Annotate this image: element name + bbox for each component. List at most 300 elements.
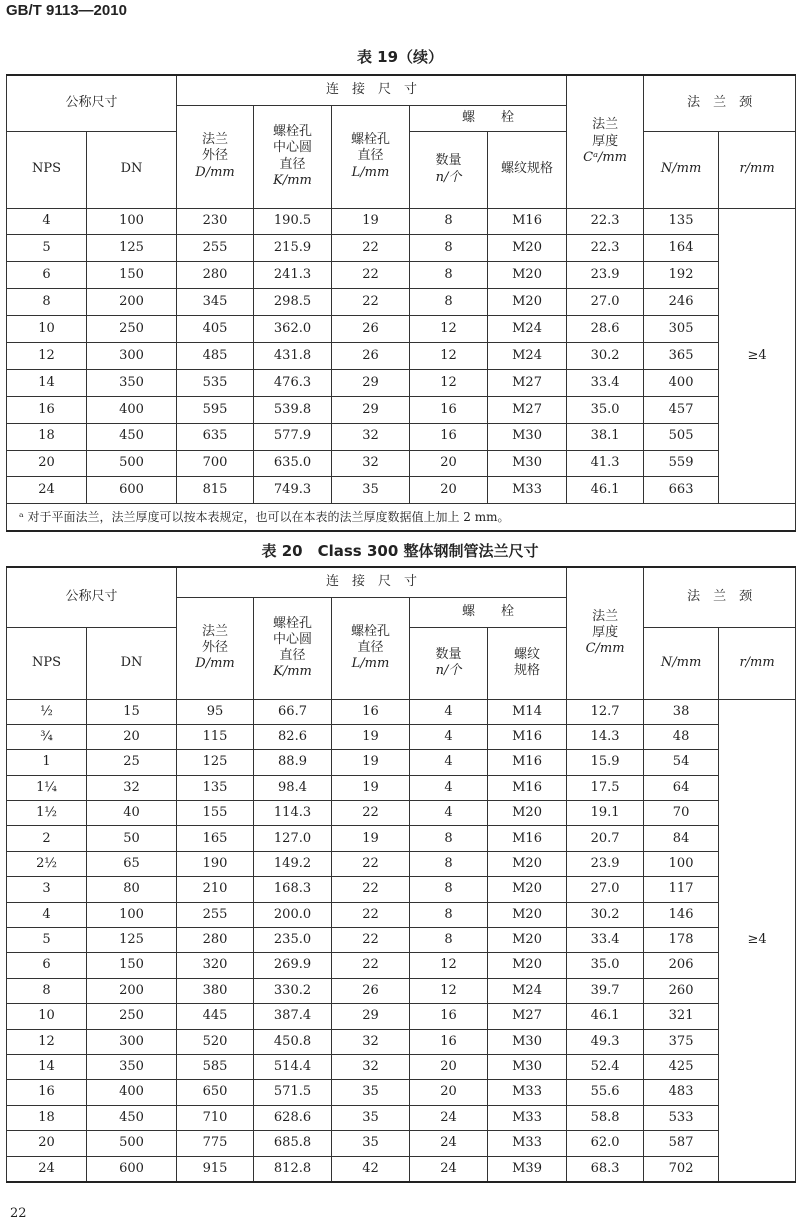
bolt-header: 螺 栓 [410,105,567,131]
table19 [6,74,796,532]
table-cell: 425 [644,1054,719,1079]
table-cell: 19.1 [567,801,644,826]
table-cell: 29 [332,369,410,396]
table-cell: 10 [7,316,87,343]
table-cell: 269.9 [254,953,332,978]
table-cell: 35.0 [567,953,644,978]
table-cell: 40 [87,801,177,826]
table-cell: M33 [488,1105,567,1130]
table-row [7,1105,796,1130]
table-cell: 64 [644,775,719,800]
table-cell: 710 [177,1105,254,1130]
table-cell: 320 [177,953,254,978]
table-cell: 24 [7,477,87,504]
table-cell: 539.8 [254,396,332,423]
table-cell: 4 [7,208,87,235]
table-cell: 19 [332,826,410,851]
table-cell: 100 [87,902,177,927]
table-row [7,1156,796,1182]
table-cell: 26 [332,342,410,369]
table-cell: 33.4 [567,369,644,396]
dn-header: DN [87,627,177,699]
table-cell: 100 [644,851,719,876]
table-cell: 2½ [7,851,87,876]
table-cell: 32 [332,1054,410,1079]
table-cell: 250 [87,316,177,343]
table-cell: 22 [332,902,410,927]
table-cell: 24 [410,1156,488,1182]
table-cell: M27 [488,1004,567,1029]
thread-spec-header: 螺纹规格 [488,131,567,208]
table-cell: 431.8 [254,342,332,369]
table-cell: 115 [177,724,254,749]
table-cell: 15 [87,699,177,724]
table-cell: 8 [410,851,488,876]
table-cell: 246 [644,289,719,316]
nominal-size-header: 公称尺寸 [7,567,177,627]
table-cell: 190 [177,851,254,876]
table-cell: 178 [644,928,719,953]
table-cell: 22 [332,877,410,902]
table-cell: 330.2 [254,978,332,1003]
table-cell: 1 [7,750,87,775]
table-cell: 321 [644,1004,719,1029]
table-cell: 535 [177,369,254,396]
table-cell: 815 [177,477,254,504]
table-cell: 16 [410,423,488,450]
table-cell: 19 [332,775,410,800]
table-cell: M30 [488,1054,567,1079]
table-cell: 24 [410,1105,488,1130]
table-cell: 23.9 [567,851,644,876]
table-cell: 20 [7,1131,87,1156]
table-cell: M20 [488,851,567,876]
table-cell: 1¼ [7,775,87,800]
table-cell: 4 [410,801,488,826]
table-cell: 98.4 [254,775,332,800]
table-cell: 230 [177,208,254,235]
table-cell: 3 [7,877,87,902]
table-row [7,342,796,369]
table-cell: M16 [488,208,567,235]
table-cell: 585 [177,1054,254,1079]
table-cell: 146 [644,902,719,927]
table-cell: 16 [410,396,488,423]
table-cell: 30.2 [567,342,644,369]
table-cell: 19 [332,724,410,749]
table-cell: 365 [644,342,719,369]
table-row [7,851,796,876]
table-cell: 4 [410,750,488,775]
dn-header: DN [87,131,177,208]
table-cell: 500 [87,1131,177,1156]
table20 [6,566,796,1183]
table-cell: 165 [177,826,254,851]
table-cell: 18 [7,1105,87,1130]
table-cell: 29 [332,396,410,423]
table-cell: ½ [7,699,87,724]
table-cell: M20 [488,928,567,953]
table-cell: 300 [87,1029,177,1054]
table-cell: 22 [332,289,410,316]
table-cell: 46.1 [567,477,644,504]
table-cell: 22 [332,801,410,826]
table-row [7,235,796,262]
table-row [7,724,796,749]
table-cell: 485 [177,342,254,369]
neck-n-header: N/mm [644,131,719,208]
table-row [7,423,796,450]
table-cell: M27 [488,369,567,396]
table-row [7,1029,796,1054]
neck-radius-value: ≥4 [719,208,796,504]
table-cell: 250 [87,1004,177,1029]
table-cell: 8 [410,826,488,851]
table-row [7,316,796,343]
table-cell: 190.5 [254,208,332,235]
table-cell: 62.0 [567,1131,644,1156]
table-cell: 18 [7,423,87,450]
table-cell: 635 [177,423,254,450]
table-row [7,826,796,851]
connection-dims-header: 连 接 尺 寸 [177,75,567,105]
table-cell: 5 [7,928,87,953]
table-row [7,1004,796,1029]
table-row [7,450,796,477]
table-cell: 55.6 [567,1080,644,1105]
table-cell: 5 [7,235,87,262]
table-cell: 150 [87,953,177,978]
table-cell: 32 [87,775,177,800]
table-cell: 533 [644,1105,719,1130]
table-cell: 749.3 [254,477,332,504]
table-row [7,801,796,826]
bolt-hole-header: 螺栓孔 直径 L/mm [332,597,410,699]
table-cell: 20 [410,1054,488,1079]
table-cell: 280 [177,262,254,289]
table-cell: M20 [488,801,567,826]
table-cell: 15.9 [567,750,644,775]
table-cell: 200 [87,978,177,1003]
table-cell: 68.3 [567,1156,644,1182]
table-cell: 663 [644,477,719,504]
table-footnote: ᵃ 对于平面法兰，法兰厚度可以按本表规定，也可以在本表的法兰厚度数据值上加上 2 mm。 [7,504,796,531]
table-cell: 150 [87,262,177,289]
table-cell: 700 [177,450,254,477]
table-cell: 35 [332,1131,410,1156]
table-cell: M16 [488,775,567,800]
table-cell: 300 [87,342,177,369]
table-cell: M16 [488,826,567,851]
table-cell: 16 [410,1029,488,1054]
table-cell: M14 [488,699,567,724]
table-cell: M20 [488,289,567,316]
table-cell: 82.6 [254,724,332,749]
table-row [7,750,796,775]
table-cell: 476.3 [254,369,332,396]
table-cell: M39 [488,1156,567,1182]
table-cell: 20.7 [567,826,644,851]
table-cell: 80 [87,877,177,902]
table-cell: 445 [177,1004,254,1029]
table-cell: 206 [644,953,719,978]
bolt-header: 螺 栓 [410,597,567,627]
table-cell: 50 [87,826,177,851]
table-cell: 38 [644,699,719,724]
table-row [7,775,796,800]
table-cell: 350 [87,1054,177,1079]
table-cell: 125 [87,235,177,262]
table-cell: 48 [644,724,719,749]
neck-r-header: r/mm [719,627,796,699]
table-cell: 600 [87,1156,177,1182]
table-cell: 125 [177,750,254,775]
table-cell: 571.5 [254,1080,332,1105]
table-cell: 20 [7,450,87,477]
table-cell: 8 [410,235,488,262]
table-row [7,208,796,235]
table-cell: 450 [87,423,177,450]
table-cell: 42 [332,1156,410,1182]
table-cell: 100 [87,208,177,235]
table-cell: 192 [644,262,719,289]
table-cell: 200.0 [254,902,332,927]
table-cell: 84 [644,826,719,851]
table-row [7,699,796,724]
table-cell: 685.8 [254,1131,332,1156]
table-cell: M33 [488,1131,567,1156]
table-cell: M20 [488,902,567,927]
flange-thickness-header: 法兰 厚度 C/mm [567,567,644,699]
table-row [7,396,796,423]
table-cell: 8 [7,978,87,1003]
table-cell: 255 [177,902,254,927]
table-cell: M20 [488,877,567,902]
table-cell: 8 [410,877,488,902]
table-cell: 22 [332,235,410,262]
table-cell: M30 [488,450,567,477]
table-cell: 375 [644,1029,719,1054]
table-row [7,369,796,396]
table-cell: 215.9 [254,235,332,262]
table-cell: 25 [87,750,177,775]
table-cell: 577.9 [254,423,332,450]
table-cell: M30 [488,423,567,450]
table-cell: 168.3 [254,877,332,902]
table-cell: 6 [7,262,87,289]
neck-radius-value: ≥4 [719,699,796,1182]
table-cell: 400 [644,369,719,396]
table-cell: 28.6 [567,316,644,343]
table-cell: 29 [332,1004,410,1029]
table-cell: 628.6 [254,1105,332,1130]
table-cell: 235.0 [254,928,332,953]
table-cell: 600 [87,477,177,504]
table-cell: 52.4 [567,1054,644,1079]
table-cell: 17.5 [567,775,644,800]
table-cell: 35.0 [567,396,644,423]
table-cell: 8 [410,902,488,927]
table-cell: 350 [87,369,177,396]
table-cell: 65 [87,851,177,876]
table-cell: 200 [87,289,177,316]
table-cell: 20 [410,1080,488,1105]
table-cell: 32 [332,450,410,477]
table-cell: 117 [644,877,719,902]
table-cell: 135 [644,208,719,235]
table-cell: 387.4 [254,1004,332,1029]
table-cell: 12 [410,369,488,396]
table-cell: 22.3 [567,208,644,235]
footnote-row [7,504,796,531]
table-cell: 149.2 [254,851,332,876]
table-cell: 4 [7,902,87,927]
table-cell: 8 [410,289,488,316]
table-row [7,1054,796,1079]
table-cell: 255 [177,235,254,262]
table-cell: 19 [332,750,410,775]
table-cell: 6 [7,953,87,978]
table-cell: 35 [332,1105,410,1130]
table-cell: 22 [332,851,410,876]
table-cell: M33 [488,1080,567,1105]
table-cell: 12 [410,316,488,343]
table-cell: 400 [87,396,177,423]
table-cell: M20 [488,235,567,262]
bolt-qty-header: 数量 n/个 [410,131,488,208]
table-cell: M20 [488,262,567,289]
table-cell: 345 [177,289,254,316]
table-cell: M30 [488,1029,567,1054]
table-cell: 405 [177,316,254,343]
table-cell: 450.8 [254,1029,332,1054]
neck-n-header: N/mm [644,627,719,699]
table-cell: 2 [7,826,87,851]
table-cell: 260 [644,978,719,1003]
table-cell: ¾ [7,724,87,749]
table-cell: 19 [332,208,410,235]
flange-thickness-header: 法兰 厚度 Cᵃ/mm [567,75,644,208]
table-cell: 16 [332,699,410,724]
table-cell: 400 [87,1080,177,1105]
connection-dims-header: 连 接 尺 寸 [177,567,567,597]
table-cell: 559 [644,450,719,477]
table-cell: 298.5 [254,289,332,316]
table-cell: 380 [177,978,254,1003]
table-cell: 10 [7,1004,87,1029]
table-cell: 114.3 [254,801,332,826]
table-cell: 8 [7,289,87,316]
bolt-circle-header: 螺栓孔 中心圆 直径 K/mm [254,597,332,699]
table-cell: 22 [332,262,410,289]
table-cell: 12 [7,1029,87,1054]
table-cell: 23.9 [567,262,644,289]
table-cell: M16 [488,750,567,775]
table-cell: 20 [410,477,488,504]
table-cell: 127.0 [254,826,332,851]
table-cell: 20 [410,450,488,477]
table-cell: 30.2 [567,902,644,927]
table-cell: 22 [332,953,410,978]
table-cell: 12 [410,342,488,369]
table-cell: M24 [488,316,567,343]
table-cell: 1½ [7,801,87,826]
table-cell: 38.1 [567,423,644,450]
table-cell: 16 [7,396,87,423]
table-cell: 457 [644,396,719,423]
table-cell: 775 [177,1131,254,1156]
neck-r-header: r/mm [719,131,796,208]
table-cell: M27 [488,396,567,423]
table-cell: 35 [332,1080,410,1105]
table-cell: 520 [177,1029,254,1054]
table-row [7,877,796,902]
table-cell: 4 [410,724,488,749]
table-cell: 27.0 [567,289,644,316]
table-cell: 14.3 [567,724,644,749]
bolt-circle-header: 螺栓孔 中心圆 直径 K/mm [254,105,332,208]
table-cell: 12 [410,978,488,1003]
table-cell: 125 [87,928,177,953]
table-cell: 49.3 [567,1029,644,1054]
table-cell: M24 [488,978,567,1003]
table-cell: 505 [644,423,719,450]
table-cell: M16 [488,724,567,749]
table-cell: 26 [332,978,410,1003]
table-cell: 8 [410,928,488,953]
table-cell: 702 [644,1156,719,1182]
nps-header: NPS [7,131,87,208]
table-cell: 12 [7,342,87,369]
table-cell: 155 [177,801,254,826]
table-cell: 164 [644,235,719,262]
table-cell: 812.8 [254,1156,332,1182]
table-row [7,1131,796,1156]
nominal-size-header: 公称尺寸 [7,75,177,131]
table-cell: 16 [7,1080,87,1105]
table-cell: 24 [410,1131,488,1156]
table-cell: 27.0 [567,877,644,902]
table-cell: 587 [644,1131,719,1156]
table-cell: 210 [177,877,254,902]
table-cell: 305 [644,316,719,343]
flange-od-header: 法兰 外径 D/mm [177,105,254,208]
table-cell: 915 [177,1156,254,1182]
table-cell: 24 [7,1156,87,1182]
table-row [7,928,796,953]
page-number: 22 [10,1206,27,1221]
table-row [7,978,796,1003]
table-cell: 41.3 [567,450,644,477]
table-cell: 595 [177,396,254,423]
table-cell: 70 [644,801,719,826]
table-cell: 135 [177,775,254,800]
table-cell: 8 [410,208,488,235]
table20-caption: 表 20 Class 300 整体钢制管法兰尺寸 [261,542,539,560]
table-cell: 12 [410,953,488,978]
table-cell: 14 [7,369,87,396]
thread-spec-header: 螺纹 规格 [488,627,567,699]
table-cell: 635.0 [254,450,332,477]
table-row [7,1080,796,1105]
standard-number: GB/T 9113—2010 [6,2,127,19]
table-cell: 46.1 [567,1004,644,1029]
table-cell: 280 [177,928,254,953]
table-cell: 650 [177,1080,254,1105]
table-row [7,477,796,504]
table-cell: 22 [332,928,410,953]
table-cell: 26 [332,316,410,343]
